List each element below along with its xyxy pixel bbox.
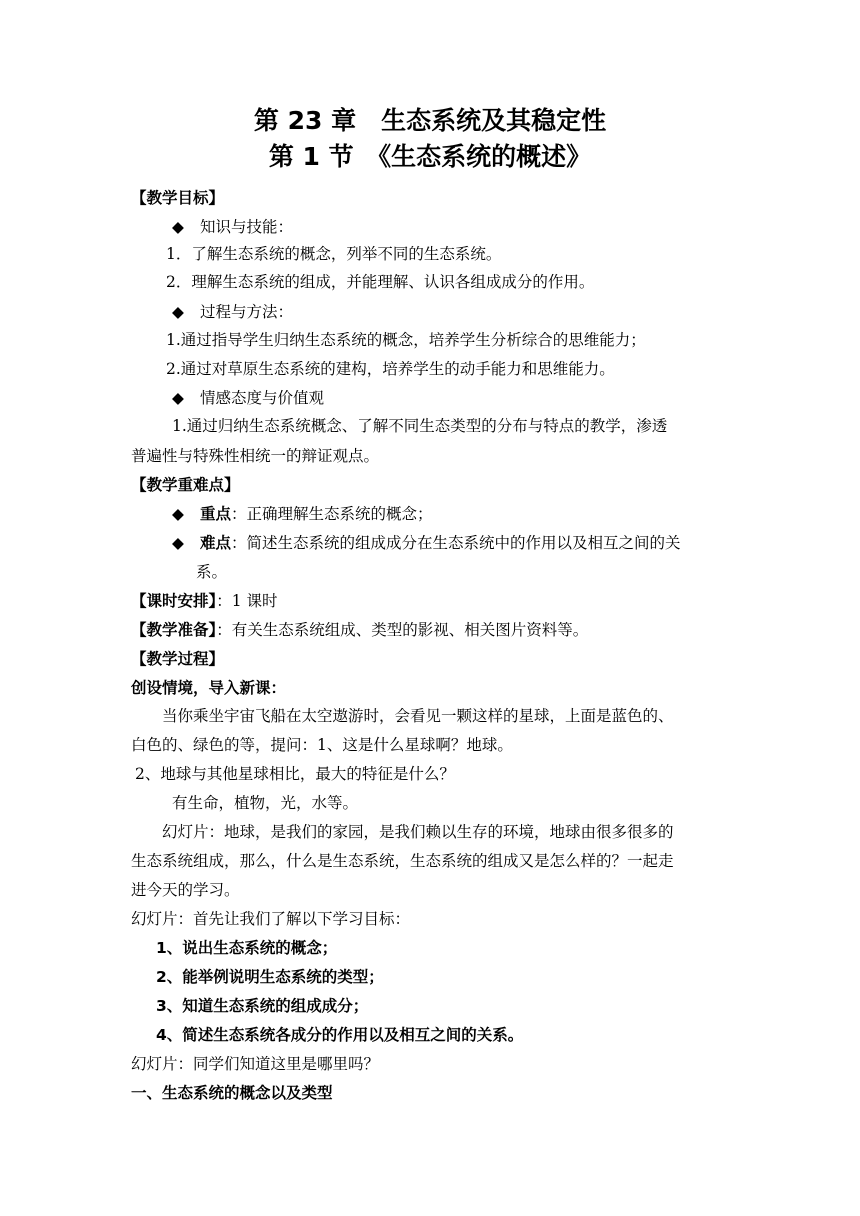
- objectives-heading: 【教学目标】: [131, 189, 225, 207]
- key-text: ：正确理解生态系统的概念；: [231, 505, 433, 523]
- emotion-point-1a: 1.通过归纳生态系统概念、了解不同生态类型的分布与特点的教学，渗透: [172, 417, 668, 435]
- intro-paragraph-1a: 当你乘坐宇宙飞船在太空遨游时，会看见一颗这样的星球，上面是蓝色的、: [162, 707, 674, 725]
- schedule-label: 【课时安排】: [131, 592, 217, 610]
- learning-goal-2: 2、能举例说明生态系统的类型；: [156, 968, 384, 986]
- process-point-1: 1.通过指导学生归纳生态系统的概念，培养学生分析综合的思维能力；: [166, 331, 646, 349]
- knowledge-item: [172, 215, 293, 239]
- answer-2: 有生命，植物，光，水等。: [172, 794, 359, 812]
- knowledge-point-1: 1．了解生态系统的概念，列举不同的生态系统。: [166, 245, 502, 263]
- schedule-line: [131, 589, 278, 613]
- knowledge-heading: 知识与技能：: [200, 218, 294, 236]
- diamond-bullet-icon: ◆: [172, 389, 184, 407]
- hard-label: 难点: [200, 534, 232, 552]
- knowledge-point-2: 2．理解生态系统的组成，并能理解、认识各组成成分的作用。: [166, 273, 595, 291]
- hard-text-a: ：简述生态系统的组成成分在生态系统中的作用以及相互之间的关: [231, 534, 681, 552]
- intro-paragraph-1b: 白色的、绿色的等，提问：1、这是什么星球啊？地球。: [131, 736, 513, 754]
- intro-heading: 创设情境，导入新课：: [131, 679, 287, 697]
- process-item: [172, 300, 293, 324]
- slide-paragraph-a: 幻灯片：地球，是我们的家园，是我们赖以生存的环境，地球由很多很多的: [162, 823, 674, 841]
- process-section-heading: 【教学过程】: [131, 650, 225, 668]
- diamond-bullet-icon: ◆: [172, 505, 184, 523]
- slide-paragraph-c: 进今天的学习。: [131, 881, 240, 899]
- hard-point: [172, 531, 681, 555]
- section-title: 第 1 节 《生态系统的概述》: [268, 142, 592, 171]
- chapter-title: 第 23 章 生态系统及其稳定性: [253, 106, 607, 135]
- key-point: [172, 502, 433, 526]
- slide-goals-intro: 幻灯片：首先让我们了解以下学习目标：: [131, 910, 411, 928]
- question-2: 2、地球与其他星球相比，最大的特征是什么？: [135, 765, 455, 783]
- diamond-bullet-icon: ◆: [172, 303, 184, 321]
- preparation-label: 【教学准备】: [131, 621, 217, 639]
- slide-paragraph-b: 生态系统组成，那么，什么是生态系统，生态系统的组成又是怎么样的？一起走: [131, 852, 674, 870]
- emotion-item: [172, 386, 324, 410]
- diamond-bullet-icon: ◆: [172, 218, 184, 236]
- schedule-text: ：1 课时: [216, 592, 278, 610]
- emotion-heading: 情感态度与价值观: [200, 389, 325, 407]
- preparation-line: [131, 618, 588, 642]
- preparation-text: ：有关生态系统组成、类型的影视、相关图片资料等。: [216, 621, 589, 639]
- difficulties-heading: 【教学重难点】: [131, 476, 240, 494]
- slide-question: 幻灯片：同学们知道这里是哪里吗？: [131, 1055, 380, 1073]
- section-1-heading: 一、生态系统的概念以及类型: [131, 1084, 333, 1102]
- diamond-bullet-icon: ◆: [172, 534, 184, 552]
- hard-text-b: 系。: [196, 563, 228, 581]
- learning-goal-4: 4、简述生态系统各成分的作用以及相互之间的关系。: [156, 1026, 524, 1044]
- learning-goal-3: 3、知道生态系统的组成成分；: [156, 997, 369, 1015]
- emotion-point-1b: 普遍性与特殊性相统一的辩证观点。: [131, 447, 380, 465]
- process-heading: 过程与方法：: [200, 303, 294, 321]
- learning-goal-1: 1、说出生态系统的概念；: [156, 939, 338, 957]
- process-point-2: 2.通过对草原生态系统的建构，培养学生的动手能力和思维能力。: [166, 360, 615, 378]
- key-label: 重点: [200, 505, 232, 523]
